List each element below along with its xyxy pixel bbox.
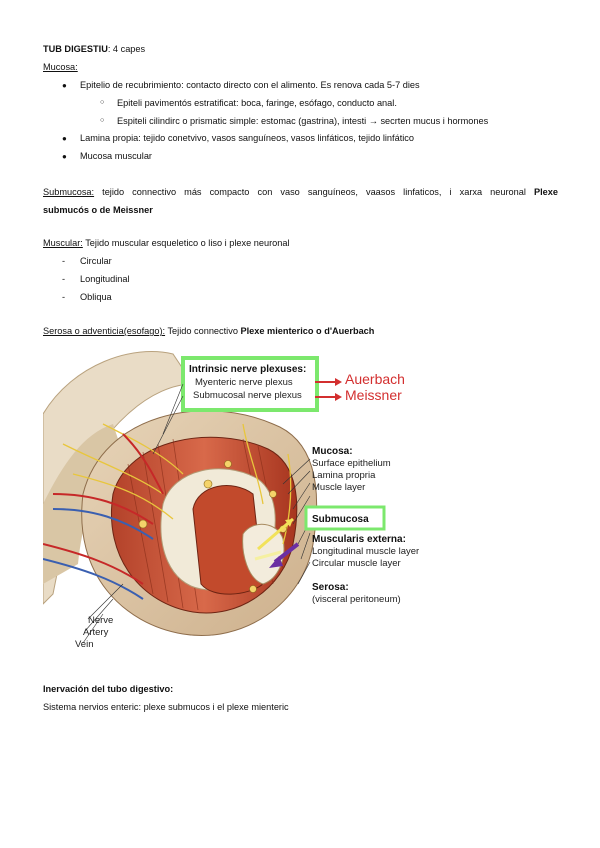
serosa-text: Tejido connectivo bbox=[165, 326, 241, 336]
submucosa-paragraph bbox=[43, 183, 558, 219]
auerbach-label: Auerbach bbox=[345, 371, 405, 387]
muscular-text: Tejido muscular esqueletico o liso i plexe neuronal bbox=[82, 238, 290, 248]
heading-subtitle: : 4 capes bbox=[107, 44, 146, 54]
mucosa-label: Mucosa: bbox=[43, 62, 78, 72]
submucosal-label: Submucosal nerve plexus bbox=[193, 390, 302, 401]
mucosa-item-2: Lamina propia: tejido conetvivo, vasos sanguíneos, vasos linfáticos, tejido linfático bbox=[80, 133, 415, 143]
mucosa-title-label: Mucosa: bbox=[312, 446, 353, 457]
meissner-label: Meissner bbox=[345, 387, 402, 403]
submucosa-text: tejido connectivo más compacto con vaso sanguíneos, vaasos linfaticos, i xarxa neuronal bbox=[94, 187, 534, 197]
submucosa-bold-1: Plexe bbox=[533, 187, 558, 197]
longitudinal-label: Longitudinal muscle layer bbox=[312, 546, 420, 557]
mucosa-subitem-1: Epiteli pavimentós estratificat: boca, faringe, esófago, conducto anal. bbox=[117, 98, 397, 108]
submucosa-bold-2: submucós o de Meissner bbox=[43, 205, 153, 215]
circular-label: Circular muscle layer bbox=[312, 558, 401, 569]
bullet-icon: ● bbox=[62, 81, 67, 90]
dash-marker: - bbox=[62, 256, 66, 266]
digestive-tube-figure bbox=[43, 344, 428, 654]
visceral-peritoneum-label: (visceral peritoneum) bbox=[312, 594, 401, 605]
arrow-right-icon bbox=[315, 378, 342, 386]
nerve-label: Nerve bbox=[88, 615, 114, 626]
artery-label: Artery bbox=[83, 627, 109, 638]
serosa-bold: Plexe mienterico o d'Auerbach bbox=[240, 326, 375, 336]
muscular-item-1: Circular bbox=[80, 256, 112, 266]
muscularis-title-label: Muscularis externa: bbox=[312, 534, 406, 545]
muscular-item-3: Obliqua bbox=[80, 292, 112, 302]
bullet-icon: ● bbox=[62, 134, 67, 143]
intrinsic-title: Intrinsic nerve plexuses: bbox=[189, 364, 307, 375]
mucosa-item-3: Mucosa muscular bbox=[80, 151, 152, 161]
lamina-propria-label: Lamina propria bbox=[312, 470, 376, 481]
myenteric-label: Myenteric nerve plexus bbox=[195, 377, 293, 388]
circle-bullet-icon: ○ bbox=[100, 117, 105, 124]
circle-bullet-icon: ○ bbox=[100, 99, 105, 106]
muscular-item-2: Longitudinal bbox=[80, 274, 130, 284]
surface-epithelium-label: Surface epithelium bbox=[312, 458, 391, 469]
muscular-label: Muscular: bbox=[43, 238, 83, 248]
vein-label: Vein bbox=[75, 639, 94, 650]
anatomy-illustration bbox=[43, 344, 428, 654]
page-heading bbox=[43, 44, 145, 54]
arrow-right-icon bbox=[315, 393, 342, 401]
serosa-line bbox=[43, 326, 374, 336]
serosa-title-label: Serosa: bbox=[312, 582, 349, 593]
mucosa-item-1: Epitelio de recubrimiento: contacto directo con el alimento. Es renova cada 5-7 dies bbox=[80, 80, 420, 90]
innervation-text: Sistema nervios enteric: plexe submucos i el plexe mienteric bbox=[43, 702, 289, 712]
dash-marker: - bbox=[62, 292, 66, 302]
muscle-layer-label: Muscle layer bbox=[312, 482, 366, 493]
innervation-title: Inervación del tubo digestivo: bbox=[43, 684, 174, 694]
bullet-icon: ● bbox=[62, 152, 67, 161]
heading-title: TUB DIGESTIU bbox=[43, 44, 108, 54]
muscular-line bbox=[43, 238, 290, 248]
dash-marker: - bbox=[62, 274, 66, 284]
mucosa-subitem-2: Espiteli cilindirc o prismatic simple: estomac (gastrina), intesti → secrten mucus i hormones bbox=[117, 116, 489, 126]
serosa-label: Serosa o adventicia(esofago): bbox=[43, 326, 166, 336]
submucosa-label: Submucosa: bbox=[43, 187, 95, 197]
submucosa-figure-label: Submucosa bbox=[312, 514, 369, 525]
